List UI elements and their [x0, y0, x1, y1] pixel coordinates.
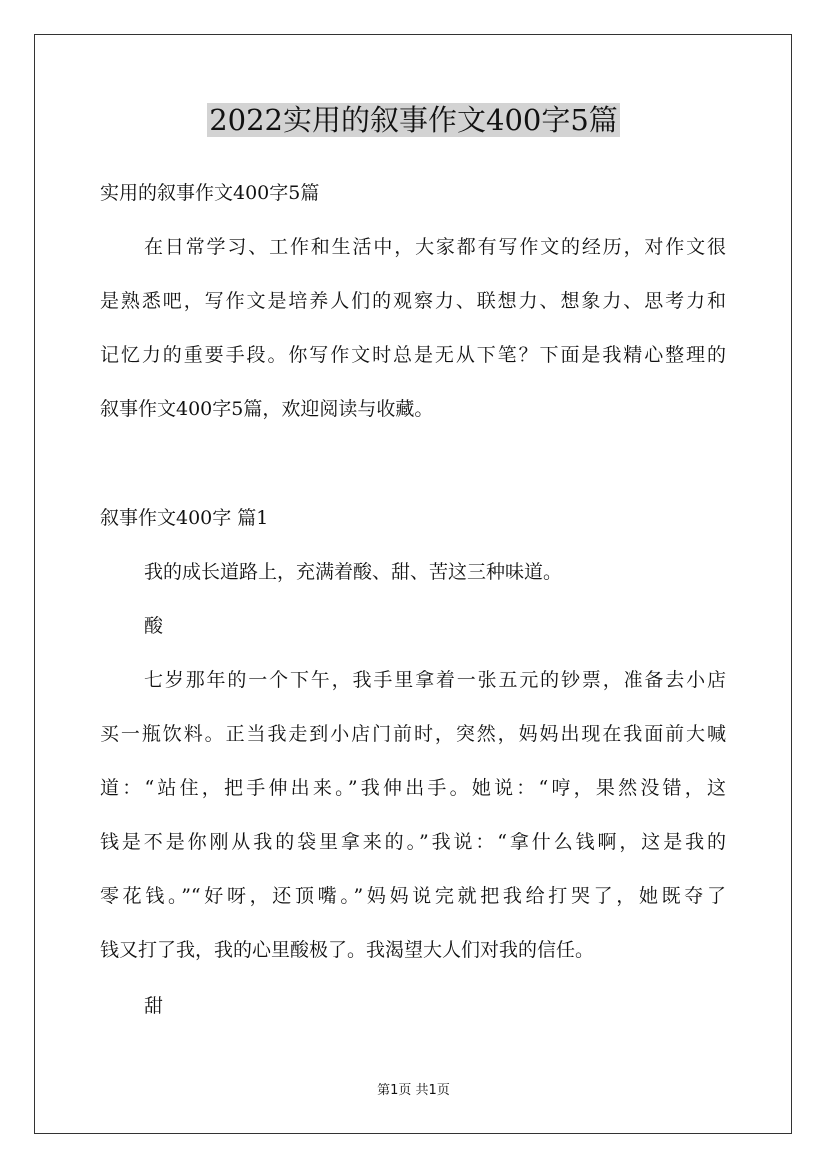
- story-line-6: 钱又打了我，我的心里酸极了。我渴望大人们对我的信任。: [100, 939, 595, 961]
- section-heading: 叙事作文400字 篇1: [100, 507, 269, 529]
- subheading-sour: 酸: [144, 615, 164, 637]
- subheading-sweet: 甜: [144, 995, 164, 1017]
- intro-line-2: 是熟悉吧，写作文是培养人们的观察力、联想力、想象力、思考力和: [100, 290, 726, 312]
- intro-line-3: 记忆力的重要手段。你写作文时总是无从下笔？下面是我精心整理的: [100, 344, 726, 366]
- story-line-4: 钱是不是你刚从我的袋里拿来的。”我说：“拿什么钱啊，这是我的: [100, 831, 726, 853]
- document-title: 2022实用的叙事作文400字5篇: [209, 103, 618, 137]
- intro-line-1: 在日常学习、工作和生活中，大家都有写作文的经历，对作文很: [144, 236, 726, 258]
- story-line-1: 七岁那年的一个下午，我手里拿着一张五元的钞票，准备去小店: [144, 669, 726, 691]
- page-footer: 第1页 共1页: [377, 1083, 450, 1098]
- story-line-3: 道：“站住，把手伸出来。”我伸出手。她说：“哼，果然没错，这: [100, 777, 726, 799]
- story-line-5: 零花钱。”“好呀，还顶嘴。”妈妈说完就把我给打哭了，她既夺了: [100, 885, 726, 907]
- subtitle: 实用的叙事作文400字5篇: [100, 182, 320, 204]
- section-intro: 我的成长道路上，充满着酸、甜、苦这三种味道。: [144, 561, 563, 583]
- story-line-2: 买一瓶饮料。正当我走到小店门前时，突然，妈妈出现在我面前大喊: [100, 723, 726, 745]
- intro-line-4: 叙事作文400字5篇，欢迎阅读与收藏。: [100, 398, 434, 420]
